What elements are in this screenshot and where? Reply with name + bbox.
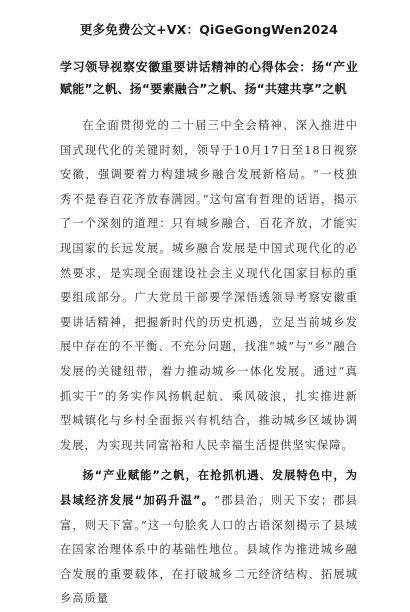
page-header: 更多免费公文+VX：QiGeGongWen2024 xyxy=(79,22,339,37)
section-1-subhead: 扬“产业赋能”之帆，在抢抓机遇、发展特色中，为县域经济发展“加码升温”。 xyxy=(60,469,358,507)
document-title: 学习领导视察安徽重要讲话精神的心得体会：扬“产业赋能”之帆、扬“要素融合”之帆、扬“共建共享”之帆 xyxy=(60,60,358,96)
paragraph-section-1 xyxy=(60,464,358,612)
paragraph-intro xyxy=(60,114,358,458)
section-1-text: “郡县治，则天下安；郡县富，则天下富。”这一句脍炙人口的古语深刻揭示了县域在国家治理体系中的基础性地位。县域作为推进城乡融合发展的重要载体，在打破城乡二元经济结构、拓展城乡高质量 xyxy=(60,493,358,606)
paragraph-intro-text: 在全面贯彻党的二十届三中全会精神、深入推进中国式现代化的关键时刻，领导于10月17日至18日视察安徽，强调要着力构建城乡融合发展新格局。“一枝独秀不是春百花齐放春满园。”这句富有哲理的话语，揭示了一个深刻的道理：只有城乡融合，百花齐放，才能实现国家的长远发展。城乡融合发展是中国式现代化的必然要求，是实现全面建设社会主义现代化国家目标的重要组成部分。广大党员干部要学深悟透领导考察安徽重要讲话精神，把握新时代的历史机遇，立足当前城乡发展中存在的不平衡、不充分问题，找准“城”与“乡”融合发展的关键纽带，着力推动城乡一体化发展。通过“真抓实干”的务实作风扬帆起航、乘风破浪，扎实推进新型城镇化与乡村全面振兴有机结合，推动城乡区域协调发展，为实现共同富裕和人民幸福生活提供坚实保障。 xyxy=(60,119,358,452)
